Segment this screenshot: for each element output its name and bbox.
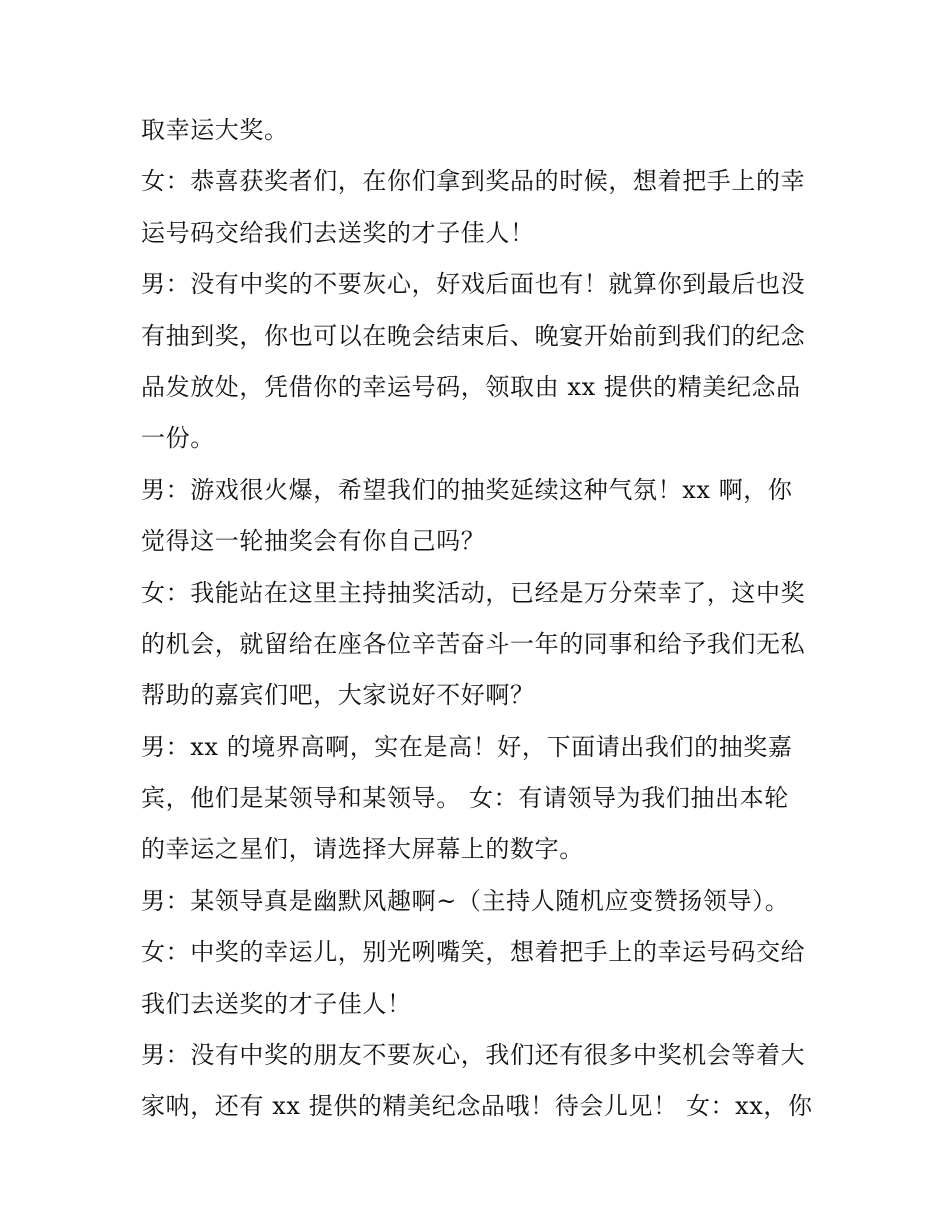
text-line: 女：我能站在这里主持抽奖活动，已经是万分荣幸了，这中奖 [141, 578, 806, 607]
text-line: 取幸运大奖。 [141, 116, 289, 144]
text-line: 男：xx 的境界高啊，实在是高！好，下面请出我们的抽奖嘉 [141, 732, 793, 761]
text-line: 一份。 [141, 424, 215, 453]
document-body [141, 108, 821, 1136]
text-line: 运号码交给我们去送奖的才子佳人！ [141, 218, 535, 247]
text-line: 我们去送奖的才子佳人！ [141, 989, 412, 1018]
text-line: 宾，他们是某领导和某领导。 女：有请领导为我们抽出本轮 [141, 784, 789, 813]
text-line: 的幸运之星们，请选择大屏幕上的数字。 [141, 835, 584, 864]
text-line: 有抽到奖，你也可以在晚会结束后、晚宴开始前到我们的纪念 [141, 321, 806, 350]
text-line: 家呐，还有 xx 提供的精美纪念品哦！待会儿见！ 女：xx，你 [141, 1092, 813, 1121]
text-line: 的机会，就留给在座各位辛苦奋斗一年的同事和给予我们无私 [141, 629, 806, 658]
text-line: 男：某领导真是幽默风趣啊~（主持人随机应变赞扬领导）。 [141, 886, 790, 915]
text-line: 帮助的嘉宾们吧，大家说好不好啊？ [141, 681, 535, 710]
text-line: 女：中奖的幸运儿，别光咧嘴笑，想着把手上的幸运号码交给 [141, 938, 806, 967]
text-line: 男：游戏很火爆，希望我们的抽奖延续这种气氛！xx 啊，你 [141, 475, 793, 504]
text-line: 男：没有中奖的不要灰心，好戏后面也有！就算你到最后也没 [141, 270, 806, 299]
text-line: 觉得这一轮抽奖会有你自己吗？ [141, 527, 486, 556]
text-line: 品发放处，凭借你的幸运号码，领取由 xx 提供的精美纪念品 [141, 372, 801, 401]
text-line: 女：恭喜获奖者们，在你们拿到奖品的时候，想着把手上的幸 [141, 167, 806, 196]
text-line: 男：没有中奖的朋友不要灰心，我们还有很多中奖机会等着大 [141, 1041, 806, 1070]
